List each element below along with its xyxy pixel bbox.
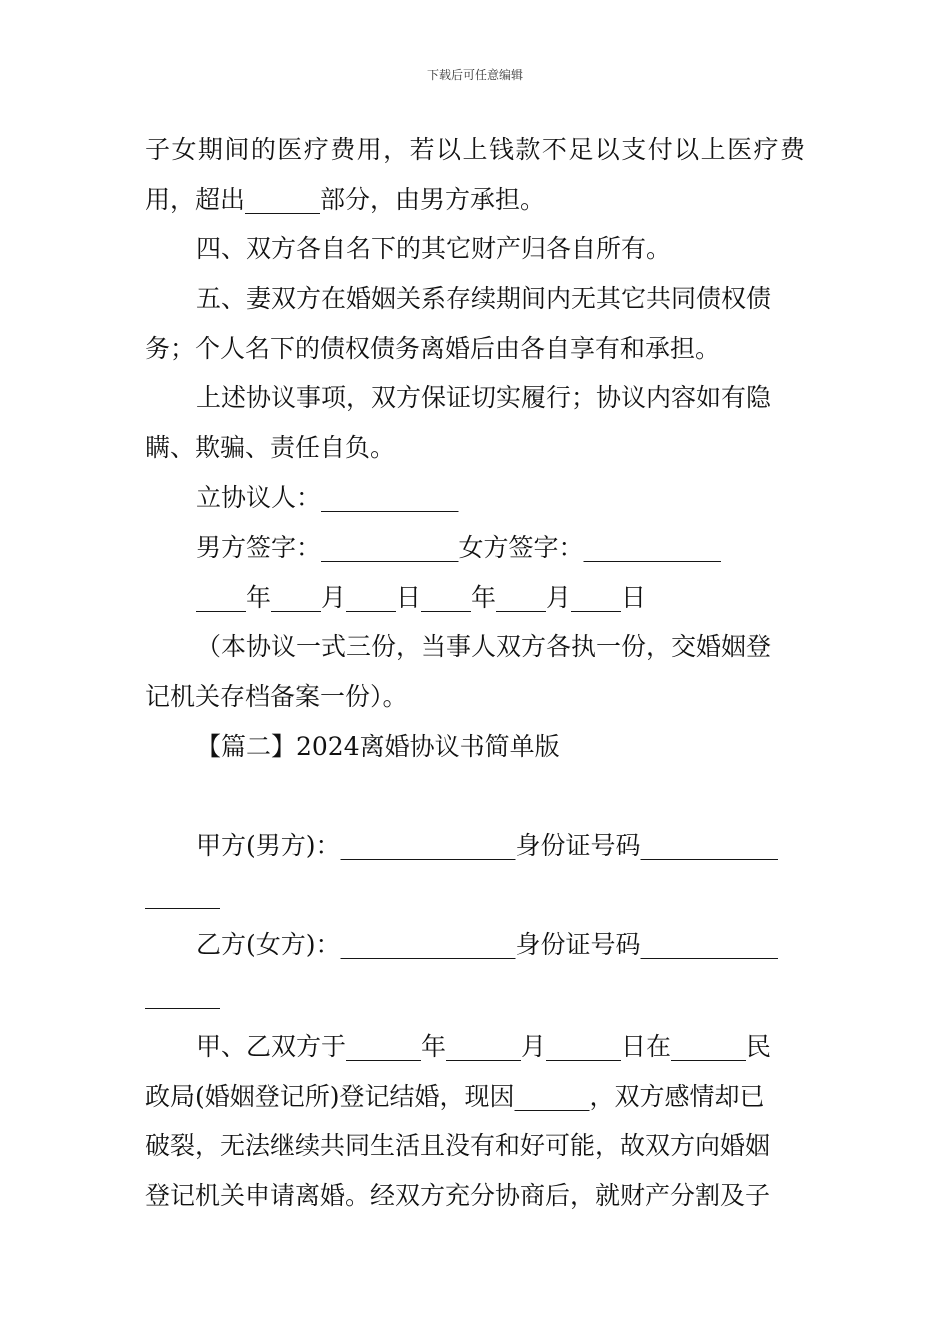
text-line: 记机关存档备案一份）。 xyxy=(145,682,408,711)
party-a-line-cont: ______ xyxy=(145,880,220,909)
party-b-line: 乙方(女方)：______________身份证号码___________ xyxy=(196,930,779,959)
text-line: 政局(婚姻登记所)登记结婚，现因______，双方感情却已 xyxy=(145,1082,765,1111)
text-line: 子女期间的医疗费用，若以上钱款不足以支付以上医疗费 xyxy=(145,135,805,164)
text-line: 瞒、欺骗、责任自负。 xyxy=(145,433,396,462)
text-line: 登记机关申请离婚。经双方充分协商后，就财产分割及子 xyxy=(145,1181,771,1210)
party-b-line-cont: ______ xyxy=(145,980,220,1009)
page-header: 下载后可任意编辑 xyxy=(426,68,523,82)
text-line: 上述协议事项，双方保证切实履行；协议内容如有隐 xyxy=(196,383,772,412)
party-a-line: 甲方(男方)：______________身份证号码___________ xyxy=(196,831,779,860)
text-line: 五、妻双方在婚姻关系存续期间内无其它共同债权债 xyxy=(196,284,772,313)
text-line: 务；个人名下的债权债务离婚后由各自享有和承担。 xyxy=(145,334,721,363)
date-line: ____年____月____日____年____月____日 xyxy=(196,583,647,612)
text-line: （本协议一式三份，当事人双方各执一份，交婚姻登 xyxy=(196,632,772,661)
text-line: 四、双方各自名下的其它财产归各自所有。 xyxy=(196,234,672,263)
section-heading: 【篇二】2024离婚协议书简单版 xyxy=(196,732,560,761)
signatory-line: 立协议人：___________ xyxy=(196,483,459,512)
text-line: 用，超出______部分，由男方承担。 xyxy=(145,185,546,214)
signature-line: 男方签字：___________女方签字：___________ xyxy=(196,533,722,562)
text-line: 甲、乙双方于______年______月______日在______民 xyxy=(196,1032,772,1061)
text-line: 破裂，无法继续共同生活且没有和好可能，故双方向婚姻 xyxy=(145,1131,771,1160)
